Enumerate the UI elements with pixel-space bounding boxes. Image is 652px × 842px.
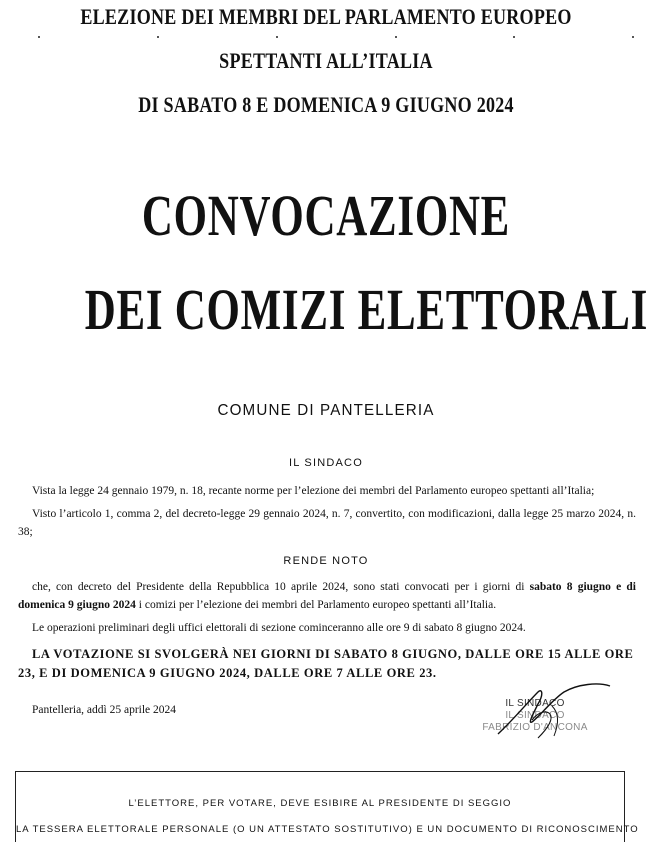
vista-paragraph: Vista la legge 24 gennaio 1979, n. 18, recante norme per l’elezione dei membri del Parlamento europeo spettanti all’Italia; <box>32 485 595 497</box>
rende-noto-label: RENDE NOTO <box>283 555 369 567</box>
header-line-2-wrap <box>0 48 652 74</box>
stamp-line-2: FABRIZIO D'ANCONA <box>482 722 588 733</box>
votazione-paragraph: LA VOTAZIONE SI SVOLGERÀ NEI GIORNI DI SABATO 8 GIUGNO, DALLE ORE 15 ALLE ORE 23, E DI DOMENICA 9 GIUGNO 2024, DALLE ORE 7 ALLE ORE 23. <box>18 647 634 680</box>
decreto-text-1: che, con decreto del Presidente della Repubblica 10 aprile 2024, sono stati convocati per i giorni di <box>32 581 530 593</box>
operazioni-paragraph: Le operazioni preliminari degli uffici elettorali di sezione cominceranno alle ore 9 di sabato 8 giugno 2024. <box>32 622 526 634</box>
signature-title: IL SINDACO <box>505 698 565 709</box>
decreto-dates-bold: sabato 8 giugno e di domenica 9 giugno 2024 <box>18 581 636 611</box>
voter-notice-line-2: LA TESSERA ELETTORALE PERSONALE (O UN ATTESTATO SOSTITUTIVO) E UN DOCUMENTO DI RICONOSCIMENTO <box>16 824 639 835</box>
sindaco-label: IL SINDACO <box>289 457 363 469</box>
dotted-separator <box>0 36 652 42</box>
voter-notice-box <box>15 771 639 842</box>
header-line-1-wrap <box>0 4 652 30</box>
header-line-2: SPETTANTI ALL’ITALIA <box>219 48 433 73</box>
decreto-paragraph <box>18 578 636 614</box>
visto-paragraph: Visto l’articolo 1, comma 2, del decreto-legge 29 gennaio 2024, n. 7, convertito, con modificazioni, dalla legge 25 marzo 2024, n. 38; <box>18 508 636 538</box>
comune-wrap <box>0 402 652 420</box>
voter-notice-line-1: L’ELETTORE, PER VOTARE, DEVE ESIBIRE AL PRESIDENTE DI SEGGIO <box>128 798 512 809</box>
stamp-line-1: IL SINDACO <box>505 710 565 721</box>
title-line-1: CONVOCAZIONE <box>141 183 511 248</box>
header-line-3: DI SABATO 8 E DOMENICA 9 GIUGNO 2024 <box>138 92 514 117</box>
header-line-3-wrap <box>0 92 652 118</box>
place-date: Pantelleria, addì 25 aprile 2024 <box>32 704 177 716</box>
signature-block <box>468 680 618 750</box>
title-line-2-wrap <box>0 277 652 342</box>
comune-name: COMUNE DI PANTELLERIA <box>217 402 435 419</box>
title-line-2: DEI COMIZI ELETTORALI <box>84 277 649 342</box>
title-line-1-wrap <box>0 183 652 248</box>
decreto-text-2: i comizi per l’elezione dei membri del Parlamento europeo spettanti all’Italia. <box>135 599 497 611</box>
header-line-1: ELEZIONE DEI MEMBRI DEL PARLAMENTO EUROPEO <box>80 4 572 29</box>
handwritten-signature <box>468 680 618 750</box>
